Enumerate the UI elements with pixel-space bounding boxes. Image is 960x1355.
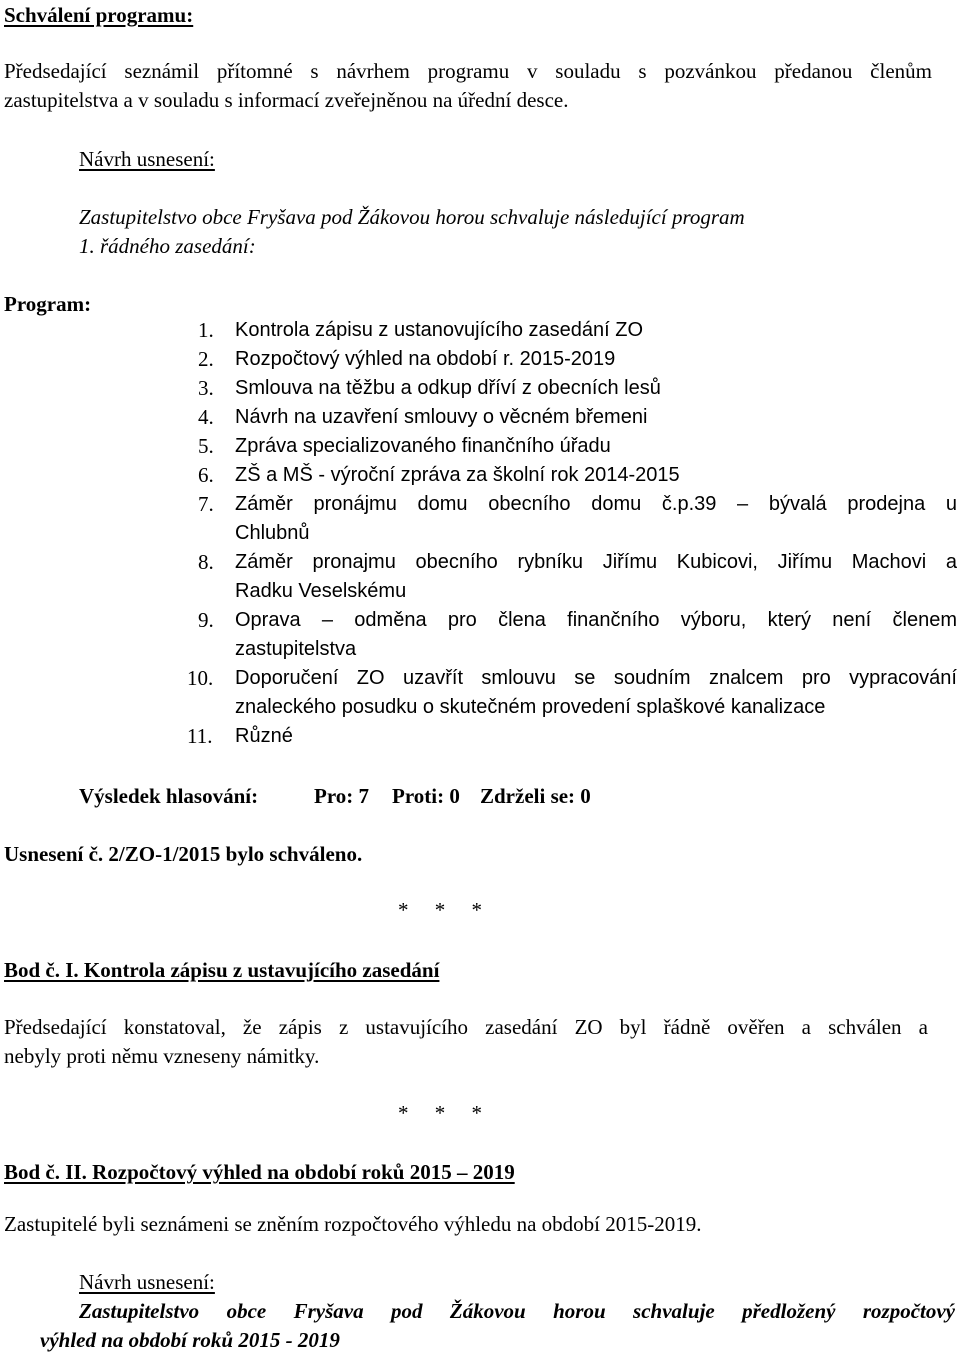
program-item-number: 8.	[198, 550, 214, 574]
program-item-number: 11.	[187, 724, 213, 748]
section-2-heading: Bod č. II. Rozpočtový výhled na období roků 2015 – 2019	[4, 1160, 515, 1184]
program-item-number: 4.	[198, 405, 214, 429]
program-item-text: Záměr pronajmu obecního rybníku Jiřímu Kubicovi, Jiřímu Machovi a	[235, 551, 957, 573]
program-item-text: znaleckého posudku o skutečném provedení splaškové kanalizace	[235, 696, 826, 718]
section-1-heading: Bod č. I. Kontrola zápisu z ustavujícího zasedání	[4, 958, 440, 982]
separator-2: * * *	[398, 1101, 482, 1125]
approval-proposal-line1: Zastupitelstvo obce Fryšava pod Žákovou horou schvaluje následující program	[79, 205, 745, 229]
program-item-text: Oprava – odměna pro člena finančního výboru, který není členem	[235, 609, 957, 631]
program-item-text: Chlubnů	[235, 522, 310, 544]
program-item-number: 6.	[198, 463, 214, 487]
approval-proposal-label: Návrh usnesení:	[79, 147, 215, 171]
program-item-text: Rozpočtový výhled na období r. 2015-2019	[235, 348, 616, 370]
approval-proposal-line2: 1. řádného zasedání:	[79, 234, 256, 258]
section-2-proposal-line2: výhled na období roků 2015 - 2019	[40, 1328, 340, 1352]
approval-heading: Schválení programu:	[4, 3, 194, 27]
approval-intro-line1: Předsedající seznámil přítomné s návrhem programu v souladu s pozvánkou předanou členům	[4, 59, 932, 83]
vote-for: Pro: 7	[314, 784, 370, 808]
program-item-text: Smlouva na těžbu a odkup dříví z obecních lesů	[235, 377, 661, 399]
program-item-number: 10.	[187, 666, 214, 690]
program-item-number: 7.	[198, 492, 214, 516]
approval-resolution: Usnesení č. 2/ZO-1/2015 bylo schváleno.	[4, 842, 363, 866]
section-1-text-line1: Předsedající konstatoval, že zápis z ustavujícího zasedání ZO byl řádně ověřen a schválen a	[4, 1015, 928, 1039]
program-item-number: 9.	[198, 608, 214, 632]
section-1-text-line2: nebyly proti němu vzneseny námitky.	[4, 1044, 320, 1068]
program-item-number: 5.	[198, 434, 214, 458]
section-2-proposal-label: Návrh usnesení:	[79, 1270, 215, 1294]
program-item-text: Záměr pronájmu domu obecního domu č.p.39 – bývalá prodejna u	[235, 493, 957, 515]
vote-against: Proti: 0	[392, 784, 460, 808]
vote-abstain: Zdrželi se: 0	[480, 784, 591, 808]
separator-1: * * *	[398, 898, 482, 922]
program-item-text: ZŠ a MŠ - výroční zpráva za školní rok 2014-2015	[235, 464, 680, 486]
program-item-text: Různé	[235, 725, 293, 747]
approval-intro-line2: zastupitelstva a v souladu s informací zveřejněnou na úřední desce.	[4, 88, 569, 112]
program-item-text: Zpráva specializovaného finančního úřadu	[235, 435, 611, 457]
section-2-proposal-line1: Zastupitelstvo obce Fryšava pod Žákovou horou schvaluje předložený rozpočtový	[79, 1299, 955, 1323]
program-item-text: Radku Veselskému	[235, 580, 407, 602]
section-2-text-line1: Zastupitelé byli seznámeni se zněním rozpočtového výhledu na období 2015-2019.	[4, 1212, 702, 1236]
program-item-text: Návrh na uzavření smlouvy o věcném břemeni	[235, 406, 648, 428]
program-item-text: zastupitelstva	[235, 638, 357, 660]
program-item-number: 2.	[198, 347, 214, 371]
program-item-number: 3.	[198, 376, 214, 400]
program-item-number: 1.	[198, 318, 214, 342]
program-label: Program:	[4, 292, 92, 316]
program-item-text: Kontrola zápisu z ustanovujícího zasedání ZO	[235, 319, 644, 341]
vote-label: Výsledek hlasování:	[79, 784, 259, 808]
program-item-text: Doporučení ZO uzavřít smlouvu se soudním znalcem pro vypracování	[235, 667, 957, 689]
